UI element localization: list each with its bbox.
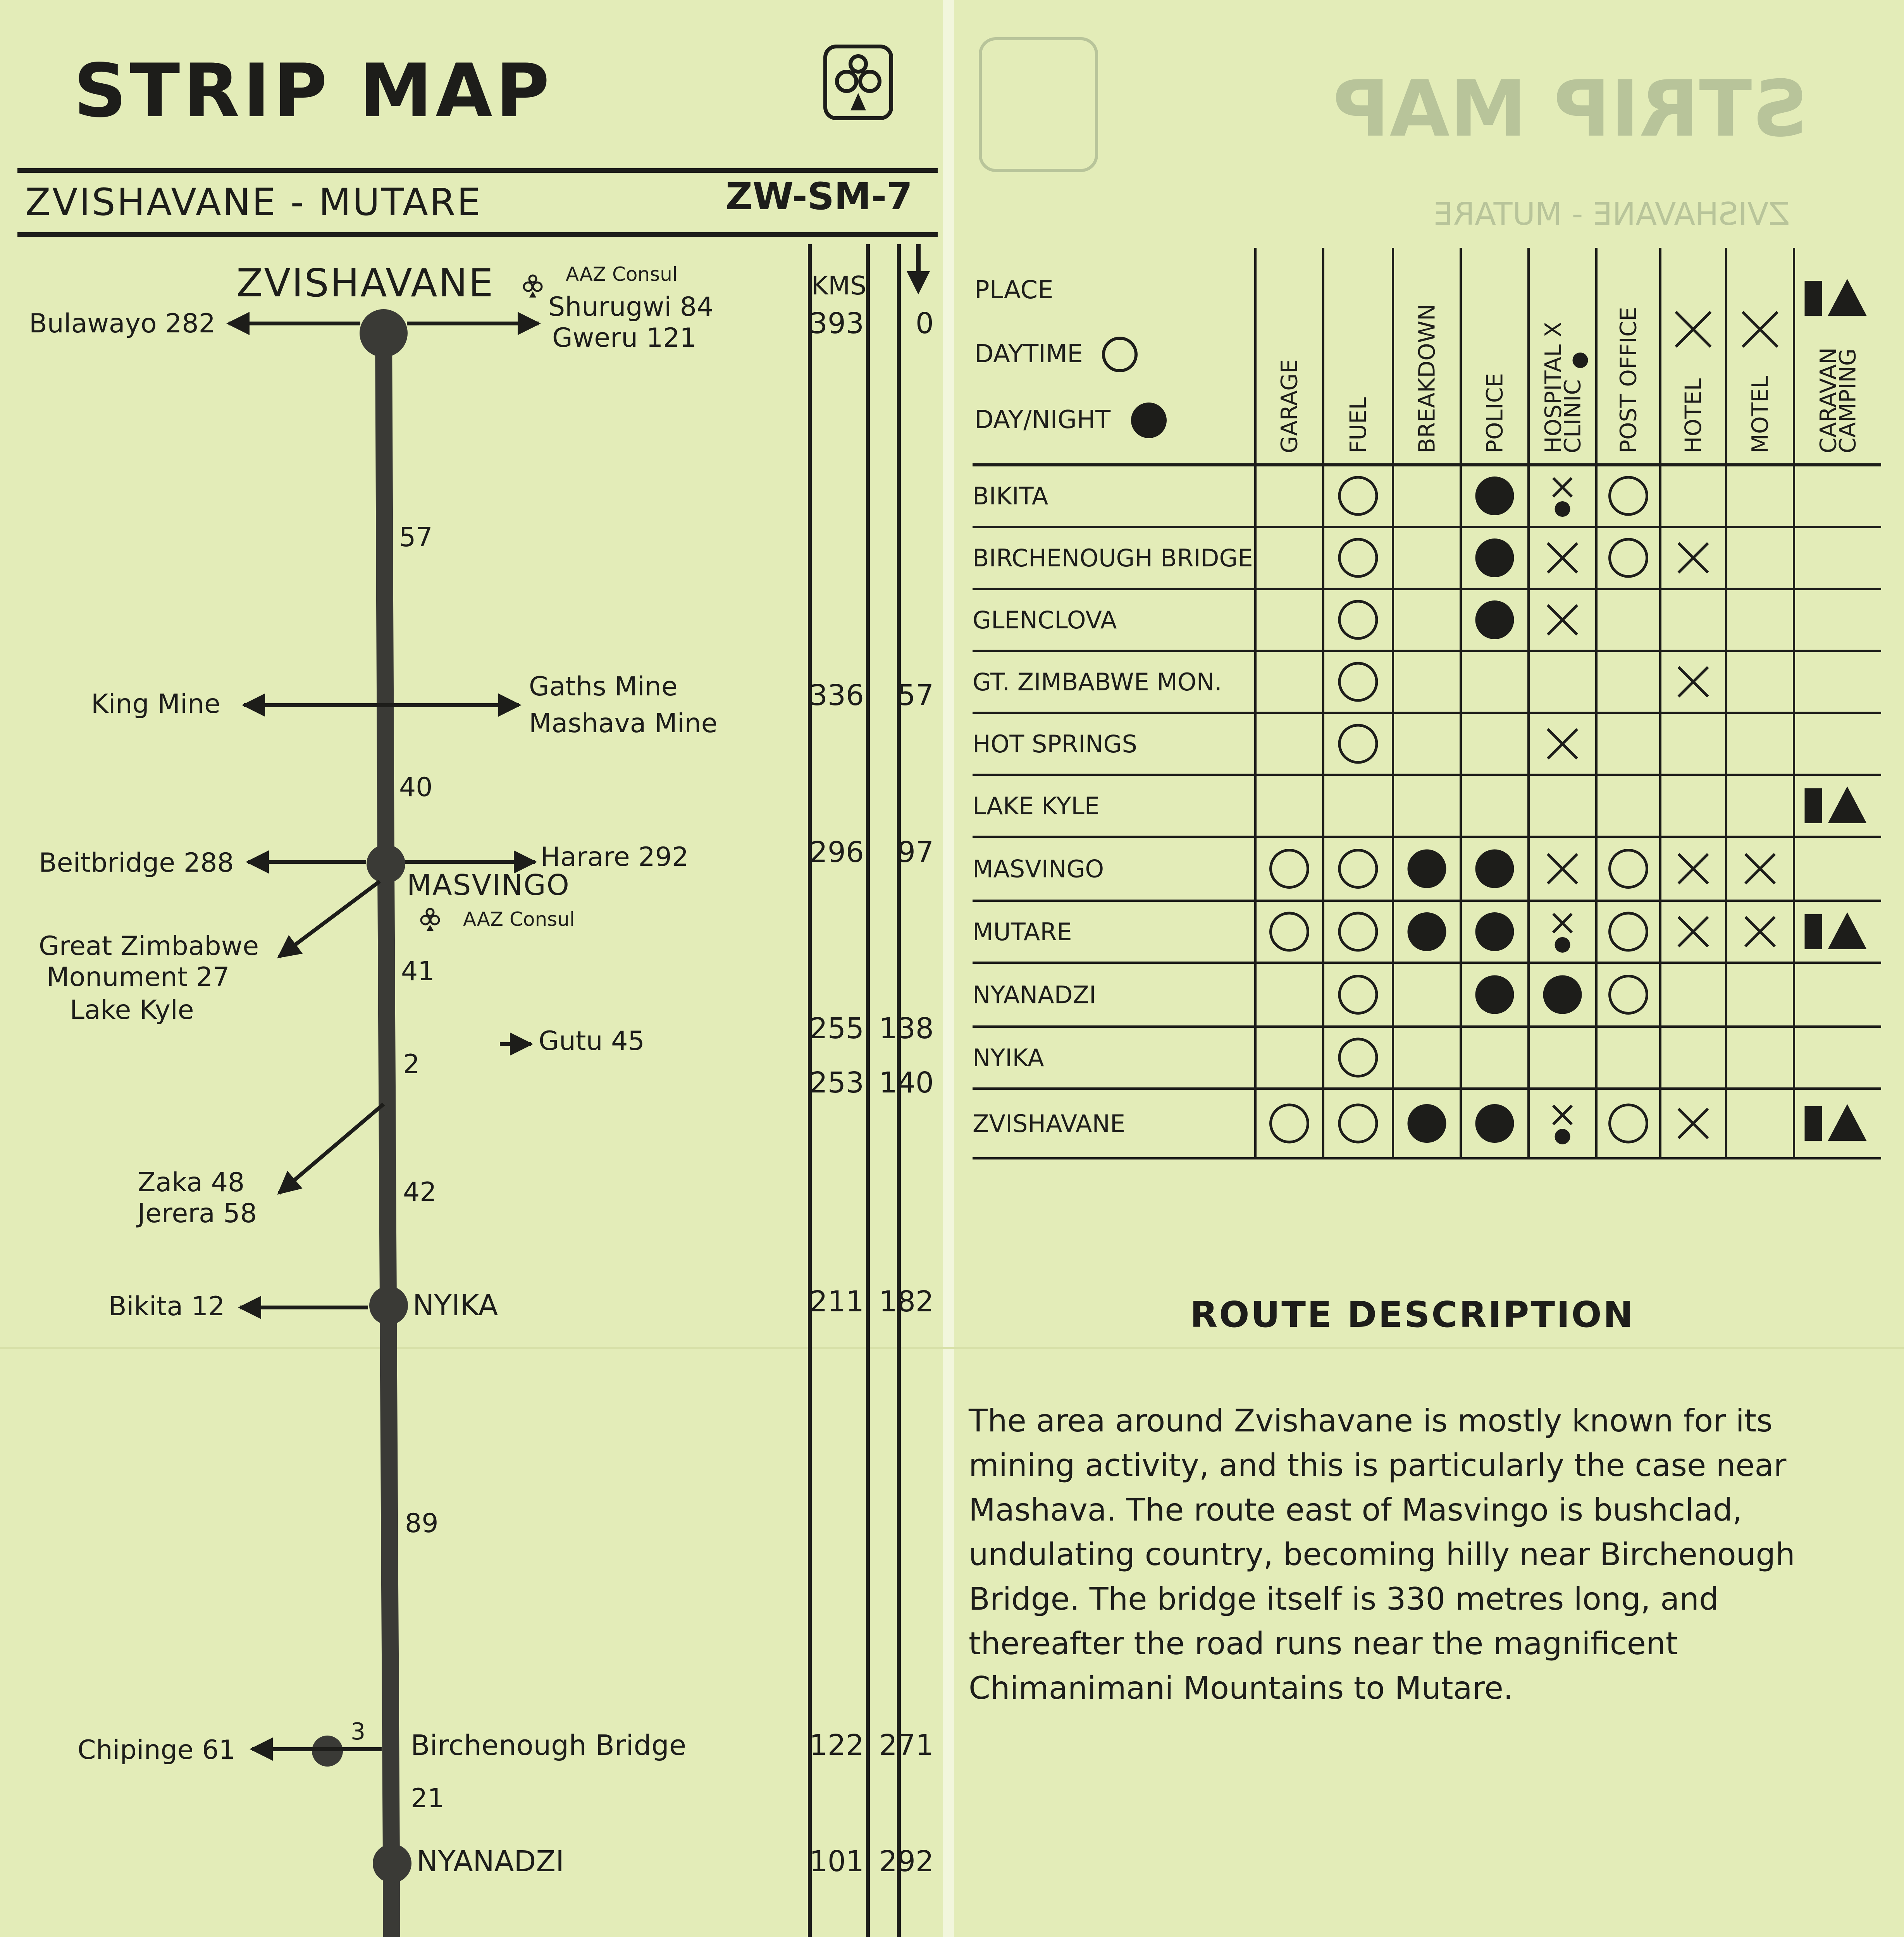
facility-place: MASVINGO: [973, 855, 1104, 883]
dir-chipinge: Chipinge 61: [77, 1735, 236, 1765]
facility-column-header: POLICE: [1481, 373, 1508, 453]
facility-column-header: HOSPITAL X: [1540, 322, 1567, 453]
daytime-open-circle-icon: [1103, 338, 1136, 371]
facility-x-icon: [1678, 1109, 1708, 1138]
route-code: ZW-SM-7: [725, 175, 912, 218]
aa-consul-icon-masvingo: [421, 909, 439, 931]
day-night-filled-circle-icon: [1131, 403, 1167, 438]
km-to-end: 138: [879, 1012, 934, 1045]
route-description-title: ROUTE DESCRIPTION: [1190, 1294, 1635, 1335]
dir-gutu: Gutu 45: [539, 1026, 645, 1056]
day-night-filled-circle-icon: [1475, 1104, 1514, 1143]
facility-place: ZVISHAVANE: [973, 1110, 1126, 1138]
kilometre-table: [809, 244, 951, 1937]
daytime-open-circle-icon: [1339, 850, 1377, 888]
segment-distance: 40: [399, 772, 433, 803]
facility-x-icon: [1746, 917, 1775, 946]
daytime-open-circle-icon: [1339, 1039, 1377, 1076]
facility-column-header: CARAVAN: [1815, 347, 1842, 453]
facility-x-icon: [1678, 543, 1708, 573]
daytime-open-circle-icon: [1610, 850, 1647, 888]
km-to-end: 140: [879, 1066, 934, 1099]
daytime-open-circle-icon: [1339, 663, 1377, 700]
facility-x-icon: [1553, 478, 1572, 497]
town-zvishavane: ZVISHAVANE: [236, 260, 494, 306]
segment-distance: 57: [399, 522, 433, 553]
place-label: PLACE: [974, 276, 1054, 304]
clinic-dot-icon: [1573, 353, 1588, 368]
dir-zaka: Zaka 48: [138, 1167, 245, 1198]
dir-king-mine: King Mine: [91, 689, 220, 719]
clinic-dot-icon: [1555, 937, 1570, 953]
town-masvingo: MASVINGO: [407, 869, 570, 902]
arrow-down-icon: [907, 244, 930, 294]
segment-distances: [351, 522, 450, 1937]
town-birchenough: Birchenough Bridge: [411, 1729, 687, 1762]
dir-bulawayo: Bulawayo 282: [29, 308, 215, 339]
aa-consul-icon: [524, 275, 542, 298]
daytime-label: DAYTIME: [974, 340, 1083, 368]
caravan-camping-icon: [1805, 786, 1867, 823]
dir-gweru: Gweru 121: [552, 323, 697, 353]
km-to-end: 271: [879, 1729, 934, 1762]
km-to-end: 57: [897, 679, 934, 712]
facility-x-icon: [1678, 917, 1708, 946]
day-night-filled-circle-icon: [1475, 850, 1514, 888]
facility-x-icon: [1553, 1106, 1572, 1124]
facilities-table: [973, 248, 1881, 1158]
km-to-end: 292: [879, 1845, 934, 1878]
km-from-start: 296: [809, 836, 864, 869]
branch-distance: 3: [351, 1718, 366, 1745]
facility-x-icon: [1678, 667, 1708, 697]
caravan-camping-icon: [1805, 1104, 1867, 1141]
segment-distance: 21: [411, 1783, 444, 1814]
facility-place: GLENCLOVA: [973, 606, 1117, 634]
day-night-filled-circle-icon: [1475, 477, 1514, 515]
facility-x-icon: [1548, 729, 1577, 759]
daytime-open-circle-icon: [1610, 976, 1647, 1013]
km-from-start: 336: [809, 679, 864, 712]
dir-bikita: Bikita 12: [108, 1291, 225, 1322]
caravan-camping-icon: [1805, 279, 1867, 316]
daytime-open-circle-icon: [1339, 976, 1377, 1013]
dir-monument: Monument 27: [46, 962, 230, 993]
facility-place: HOT SPRINGS: [973, 730, 1137, 758]
facility-x-icon: [1746, 854, 1775, 884]
daytime-open-circle-icon: [1610, 539, 1647, 576]
km-to-end: 0: [915, 307, 934, 340]
day-night-filled-circle-icon: [1475, 538, 1514, 577]
svg-text:STRIP MAP: STRIP MAP: [1333, 64, 1808, 154]
facility-place: LAKE KYLE: [973, 792, 1100, 820]
daytime-open-circle-icon: [1610, 913, 1647, 950]
town-dot-masvingo: [367, 845, 405, 883]
dir-beitbridge: Beitbridge 288: [39, 848, 234, 878]
facility-column-header: MOTEL: [1747, 375, 1773, 453]
route-description-body: The area around Zvishavane is mostly known for its mining activity, and this is particularly the case near Mashava. The route east of Masvingo is bushclad, undulating country, becoming hilly near Birchenough Bridge. The bridge itself is 330 metres long, and thereafter the road runs near the magnificent Chimanimani Mountains to Mutare.: [969, 1403, 1795, 1706]
dir-jerera: Jerera 58: [138, 1198, 257, 1229]
facility-column-header: POST OFFICE: [1615, 307, 1642, 453]
town-dot-zvishavane: [360, 309, 408, 357]
daytime-open-circle-icon: [1610, 1105, 1647, 1142]
km-to-end: 97: [897, 836, 934, 869]
daytime-open-circle-icon: [1610, 477, 1647, 514]
caravan-camping-icon: [1805, 912, 1867, 949]
route-name: ZVISHAVANE - MUTARE: [25, 181, 482, 224]
dir-harare-north: Harare 292: [541, 842, 689, 872]
day-night-filled-circle-icon: [1475, 600, 1514, 639]
facility-column-header: CAMPING: [1834, 348, 1861, 453]
facility-place: BIKITA: [973, 482, 1048, 510]
motel-x-icon: [1743, 312, 1778, 347]
facility-column-header: HOTEL: [1680, 378, 1706, 453]
facility-x-icon: [1678, 854, 1708, 884]
day-night-filled-circle-icon: [1475, 975, 1514, 1014]
km-from-start: 122: [809, 1729, 864, 1762]
day-night-filled-circle-icon: [1408, 1104, 1446, 1143]
km-from-start: 393: [809, 307, 864, 340]
segment-distance: 89: [405, 1508, 439, 1539]
facility-place: GT. ZIMBABWE MON.: [973, 668, 1222, 696]
segment-distance: 2: [403, 1049, 420, 1080]
facility-column-header: BREAKDOWN: [1413, 304, 1440, 453]
facility-place: NYANADZI: [973, 981, 1097, 1009]
reverse-side-show-through: [980, 39, 1808, 232]
dir-gaths-mine: Gaths Mine: [529, 671, 678, 702]
daytime-open-circle-icon: [1339, 539, 1377, 576]
town-note-masvingo: AAZ Consul: [463, 908, 575, 931]
dir-great-zimbabwe: Great Zimbabwe: [39, 931, 259, 962]
town-dot-nyanadzi: [373, 1844, 411, 1883]
daytime-open-circle-icon: [1339, 477, 1377, 514]
map-title: STRIP MAP: [74, 48, 553, 134]
aa-badge-icon: [825, 46, 891, 118]
facility-x-icon: [1548, 854, 1577, 884]
segment-distance: 41: [401, 956, 435, 987]
daytime-open-circle-icon: [1271, 913, 1308, 950]
dir-mashava-mine: Mashava Mine: [529, 708, 718, 739]
facility-column-header: GARAGE: [1276, 359, 1303, 453]
km-from-start: 101: [809, 1845, 864, 1878]
daytime-open-circle-icon: [1271, 850, 1308, 888]
daytime-open-circle-icon: [1339, 913, 1377, 950]
facility-x-icon: [1553, 914, 1572, 932]
town-dot-nyika: [369, 1286, 408, 1325]
clinic-dot-icon: [1555, 1129, 1570, 1144]
km-from-start: 211: [809, 1285, 864, 1318]
facility-place: MUTARE: [973, 918, 1072, 946]
daytime-open-circle-icon: [1271, 1105, 1308, 1142]
daytime-open-circle-icon: [1339, 725, 1377, 762]
daytime-open-circle-icon: [1339, 601, 1377, 638]
day-night-filled-circle-icon: [1408, 850, 1446, 888]
daytime-open-circle-icon: [1339, 1105, 1377, 1142]
facility-column-header: FUEL: [1345, 397, 1371, 453]
km-to-end: 182: [879, 1285, 934, 1318]
town-nyika: NYIKA: [413, 1289, 498, 1322]
town-note-zvishavane: AAZ Consul: [566, 263, 678, 286]
svg-text:ZVISHAVANE - MUTARE: ZVISHAVANE - MUTARE: [1434, 196, 1790, 232]
km-header: KMS: [811, 271, 867, 301]
day-night-filled-circle-icon: [1408, 912, 1446, 951]
facility-place: NYIKA: [973, 1044, 1044, 1072]
facility-place: BIRCHENOUGH BRIDGE: [973, 544, 1253, 572]
town-markers: [312, 309, 424, 1937]
segment-distance: 42: [403, 1177, 437, 1208]
clinic-dot-icon: [1555, 501, 1570, 517]
town-nyanadzi: NYANADZI: [417, 1845, 564, 1878]
day-night-filled-circle-icon: [1543, 975, 1582, 1014]
dir-lake-kyle: Lake Kyle: [70, 995, 194, 1025]
day-night-label: DAY/NIGHT: [974, 406, 1111, 434]
facility-column-header: CLINIC: [1559, 379, 1586, 453]
facility-x-icon: [1548, 605, 1577, 635]
km-from-start: 253: [809, 1066, 864, 1099]
km-from-start: 255: [809, 1012, 864, 1045]
day-night-filled-circle-icon: [1475, 912, 1514, 951]
facility-x-icon: [1548, 543, 1577, 573]
hotel-x-icon: [1676, 312, 1711, 347]
route-line: [384, 333, 394, 1937]
dir-shurugwi: Shurugwi 84: [548, 292, 714, 322]
